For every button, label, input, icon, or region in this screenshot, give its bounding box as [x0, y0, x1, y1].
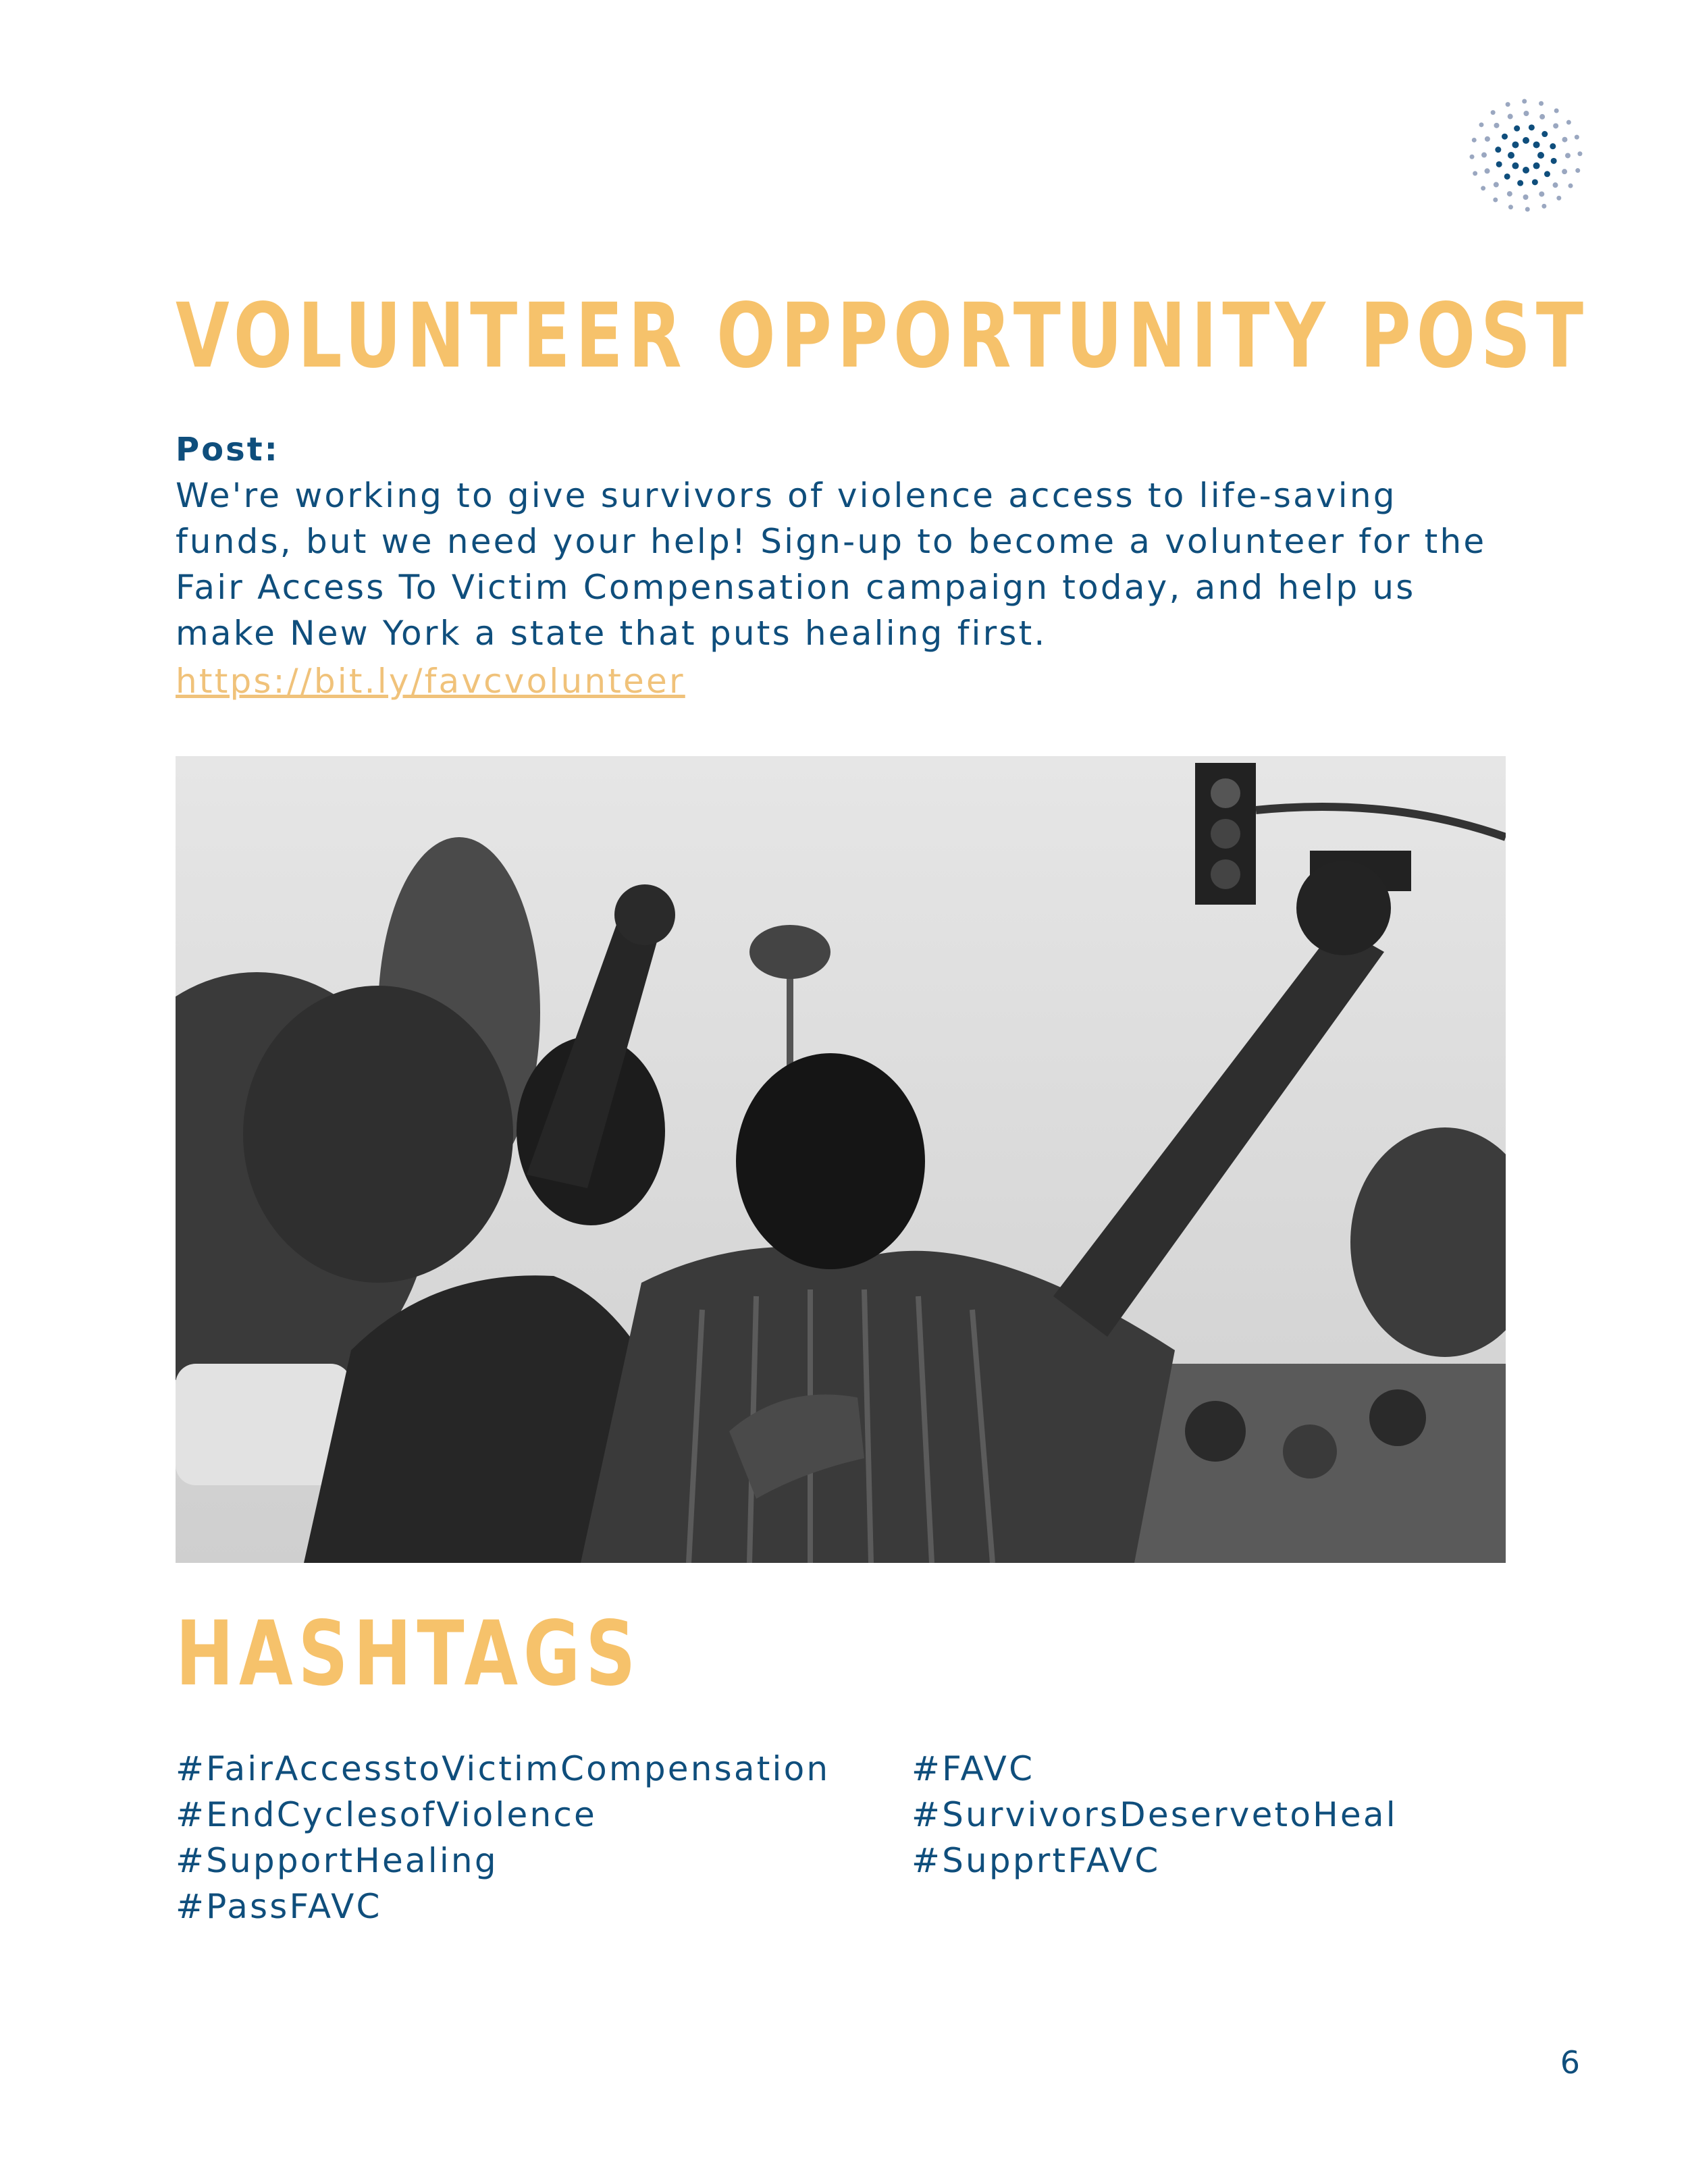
hashtag-list-right — [912, 1746, 1398, 1884]
hashtags-title: HASHTAGS — [176, 1602, 641, 1706]
post-label: Post: — [176, 431, 280, 469]
page-title: VOLUNTEER OPPORTUNITY POST — [176, 284, 1589, 388]
hashtag-item: #SupportHealing — [176, 1841, 498, 1880]
post-line: funds, but we need your help! Sign-up to become a volunteer for the — [176, 522, 1487, 561]
hashtag-item: #FairAccesstoVictimCompensation — [176, 1749, 830, 1788]
post-body — [176, 473, 1546, 656]
post-line: Fair Access To Victim Compensation campaign today, and help us — [176, 568, 1416, 607]
page-number: 6 — [1560, 2044, 1580, 2081]
organization-logo-icon — [1465, 95, 1587, 216]
volunteer-link[interactable]: https://bit.ly/favcvolunteer — [176, 662, 685, 701]
post-line: We're working to give survivors of violence access to life-saving — [176, 476, 1397, 515]
hashtag-item: #PassFAVC — [176, 1887, 382, 1926]
hashtag-item: #SurvivorsDeservetoHeal — [912, 1795, 1398, 1834]
hashtag-item: #FAVC — [912, 1749, 1035, 1788]
hashtag-list-left — [176, 1746, 830, 1929]
protest-photo — [176, 756, 1506, 1563]
post-line: make New York a state that puts healing first. — [176, 614, 1047, 653]
hashtag-item: #SupprtFAVC — [912, 1841, 1161, 1880]
hashtag-item: #EndCyclesofViolence — [176, 1795, 597, 1834]
